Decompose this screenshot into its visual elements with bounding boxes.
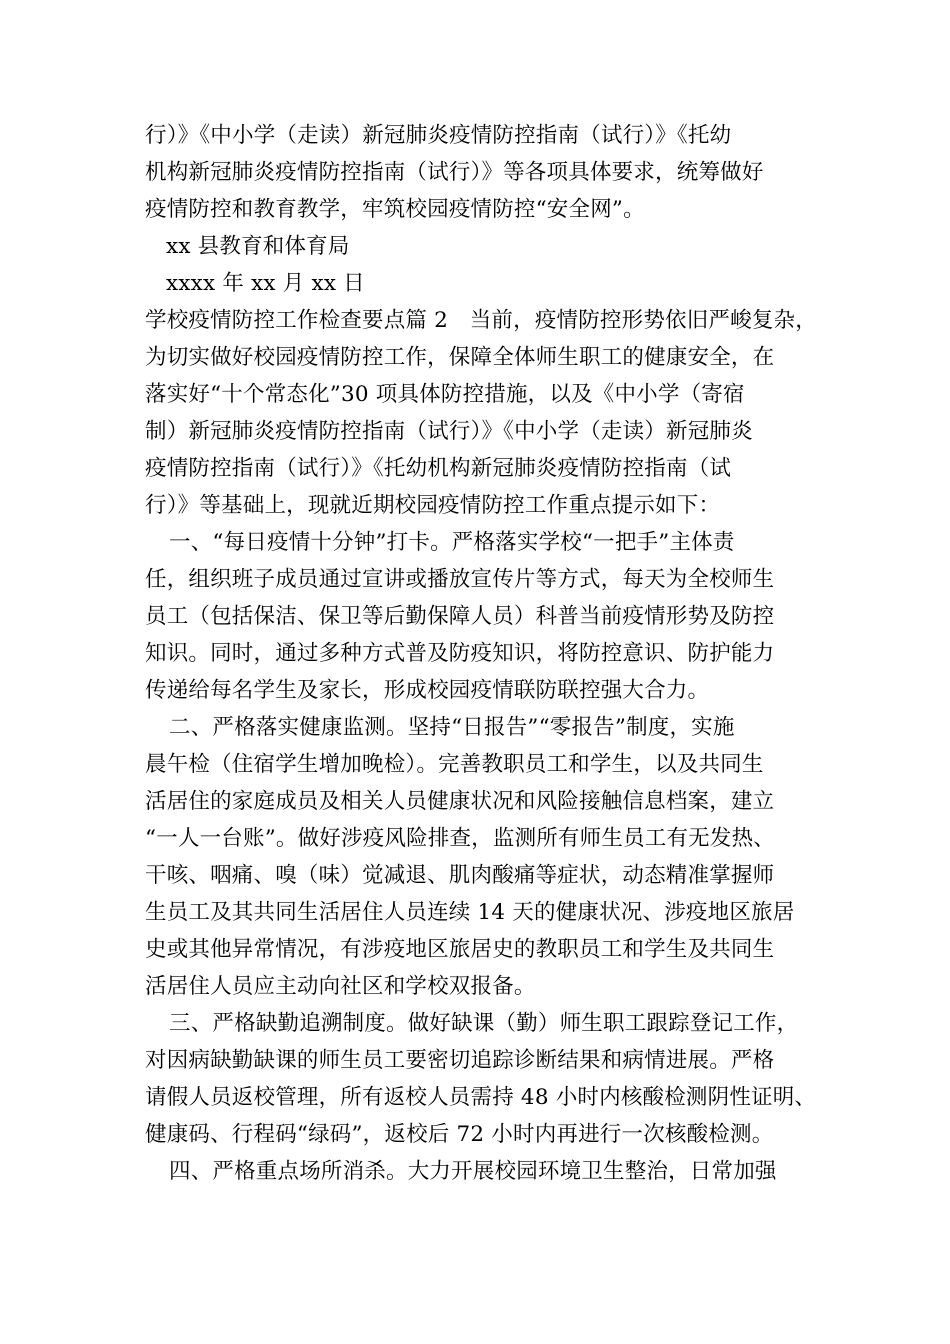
paragraph-start-line: 一、“每日疫情十分钟”打卡。严格落实学校“一把手”主体责: [169, 530, 735, 555]
section-heading-line: 学校疫情防控工作检查要点篇 2 当前，疫情防控形势依旧严峻复杂，: [145, 308, 817, 333]
document-body: [145, 117, 825, 1190]
text-line: 请假人员返校管理，所有返校人员需持 48 小时内核酸检测阴性证明、: [145, 1085, 817, 1110]
text-line: 对因病缺勤缺课的师生员工要密切追踪诊断结果和病情进展。严格: [145, 1048, 775, 1073]
text-line: 知识。同时，通过多种方式普及防疫知识，将防控意识、防护能力: [145, 641, 775, 666]
paragraph-start-line: 二、严格落实健康监测。坚持“日报告”“零报告”制度，实施: [169, 715, 735, 740]
text-line: 为切实做好校园疫情防控工作，保障全体师生职工的健康安全，在: [145, 345, 775, 370]
text-line: 疫情防控指南（试行）》《托幼机构新冠肺炎疫情防控指南（试: [145, 456, 732, 481]
paragraph-start-line: 四、严格重点场所消杀。大力开展校园环境卫生整治，日常加强: [169, 1159, 777, 1184]
text-line: 落实好“十个常态化”30 项具体防控措施，以及《中小学（寄宿: [145, 382, 745, 407]
issuer-line: xx 县教育和体育局: [166, 234, 350, 259]
text-line: 员工（包括保洁、保卫等后勤保障人员）科普当前疫情形势及防控: [145, 604, 775, 629]
paragraph-start-line: 三、严格缺勤追溯制度。做好缺课（勤）师生职工跟踪登记工作，: [169, 1011, 799, 1036]
text-line: 活居住人员应主动向社区和学校双报备。: [145, 974, 536, 999]
text-line: “一人一台账”。做好涉疫风险排查，监测所有师生员工有无发热、: [145, 826, 775, 851]
text-line: 生员工及其共同生活居住人员连续 14 天的健康状况、涉疫地区旅居: [145, 900, 795, 925]
text-line: 史或其他异常情况，有涉疫地区旅居史的教职员工和学生及共同生: [145, 937, 775, 962]
text-line: 行）》《中小学（走读）新冠肺炎疫情防控指南（试行）》《托幼: [145, 123, 732, 148]
text-line: 晨午检（住宿学生增加晚检）。完善教职员工和学生，以及共同生: [145, 752, 764, 777]
date-line: xxxx 年 xx 月 xx 日: [166, 271, 365, 296]
text-line: 机构新冠肺炎疫情防控指南（试行）》等各项具体要求，统筹做好: [145, 160, 764, 185]
text-line: 任，组织班子成员通过宣讲或播放宣传片等方式，每天为全校师生: [145, 567, 775, 592]
text-line: 活居住的家庭成员及相关人员健康状况和风险接触信息档案，建立: [145, 789, 775, 814]
text-line: 行）》等基础上，现就近期校园疫情防控工作重点提示如下：: [145, 493, 721, 518]
text-line: 传递给每名学生及家长，形成校园疫情联防联控强大合力。: [145, 678, 710, 703]
text-line: 健康码、行程码“绿码”，返校后 72 小时内再进行一次核酸检测。: [145, 1122, 774, 1147]
text-line: 疫情防控和教育教学，牢筑校园疫情防控“安全网”。: [145, 197, 645, 222]
text-line: 制）新冠肺炎疫情防控指南（试行）》《中小学（走读）新冠肺炎: [145, 419, 753, 444]
text-line: 干咳、咽痛、嗅（味）觉减退、肌肉酸痛等症状，动态精准掌握师: [145, 863, 775, 888]
